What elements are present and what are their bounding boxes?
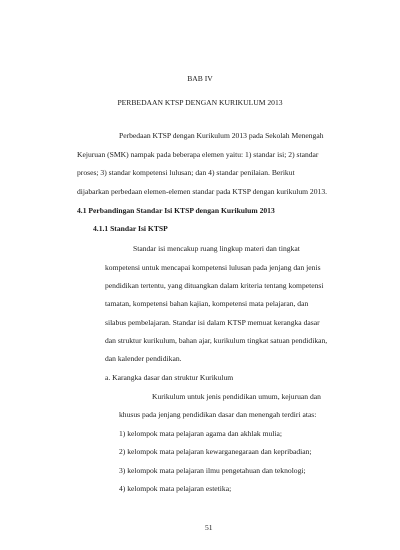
paragraph-line: kompetensi untuk mencapai kompetensi lulusan pada jenjang dan jenis: [105, 263, 321, 272]
list-item: 2) kelompok mata pelajaran kewarganegaraan dan kepribadian;: [119, 447, 312, 456]
intro-line: Perbedaan KTSP dengan Kurikulum 2013 pada Sekolah Menengah: [119, 131, 324, 140]
paragraph-line: dan struktur kurikulum, bahan ajar, kurikulum tingkat satuan pendidikan,: [105, 336, 328, 345]
list-item: 4) kelompok mata pelajaran estetika;: [119, 484, 232, 493]
paragraph-line: dan kalender pendidikan.: [105, 354, 182, 363]
chapter-title: PERBEDAAN KTSP DENGAN KURIKULUM 2013: [117, 98, 283, 107]
intro-line: proses; 3) standar kompetensi lulusan; dan 4) standar penilaian. Berikut: [77, 168, 295, 177]
page-number: 51: [205, 523, 213, 532]
point-text-line: khusus pada jenjang pendidikan dasar dan menengah terdiri atas:: [119, 410, 317, 419]
intro-line: dijabarkan perbedaan elemen-elemen standar pada KTSP dengan kurikulum 2013.: [77, 187, 328, 196]
section-heading: 4.1 Perbandingan Standar Isi KTSP dengan Kurikulum 2013: [77, 206, 275, 215]
list-item: 3) kelompok mata pelajaran ilmu pengetahuan dan teknologi;: [119, 466, 306, 475]
paragraph-line: silabus pembelajaran. Standar isi dalam KTSP memuat kerangka dasar: [105, 318, 320, 327]
point-label: a. Karangka dasar dan struktur Kurikulum: [105, 373, 234, 382]
paragraph-line: pendidikan tertentu, yang dituangkan dalam kriteria tentang kompetensi: [105, 281, 324, 290]
subsection-heading: 4.1.1 Standar Isi KTSP: [93, 224, 168, 233]
chapter-number: BAB IV: [187, 74, 213, 83]
paragraph-line: tamatan, kompetensi bahan kajian, kompetensi mata pelajaran, dan: [105, 299, 309, 308]
list-item: 1) kelompok mata pelajaran agama dan akhlak mulia;: [119, 429, 282, 438]
paragraph-line: Standar isi mencakup ruang lingkup materi dan tingkat: [133, 244, 300, 253]
point-text-line: Kurikulum untuk jenis pendidikan umum, kejuruan dan: [152, 392, 321, 401]
intro-line: Kejuruan (SMK) nampak pada beberapa elemen yaitu: 1) standar isi; 2) standar: [77, 150, 319, 159]
